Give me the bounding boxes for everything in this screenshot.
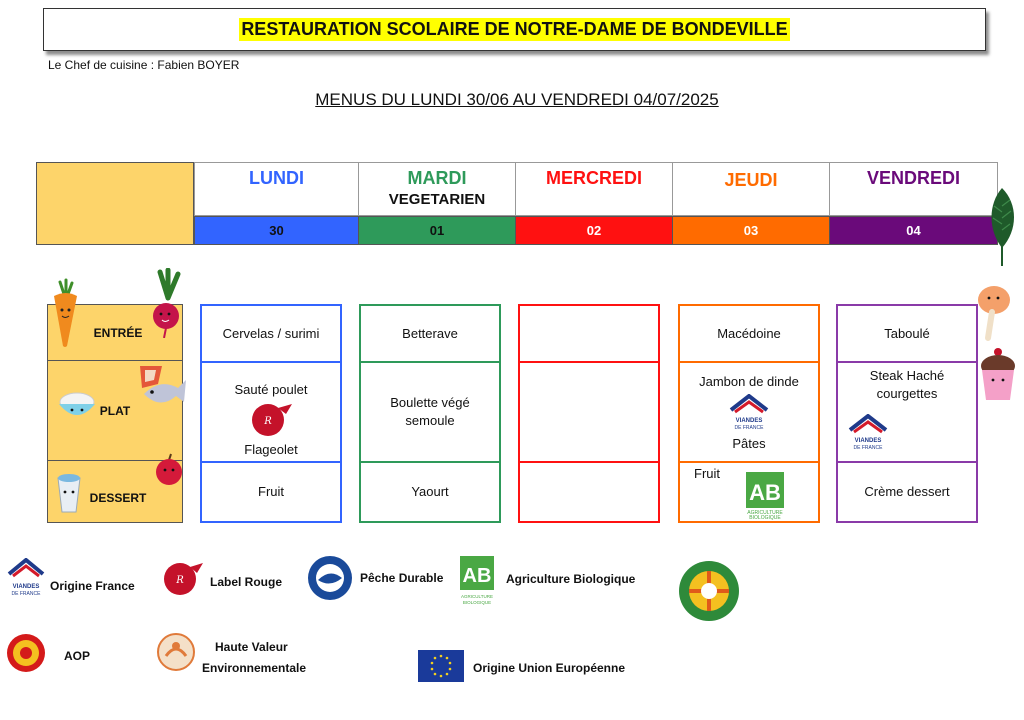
peche-durable-logo [306, 554, 354, 602]
day-name [829, 162, 998, 216]
dish-text: Fruit [258, 484, 284, 500]
menu-plat [680, 363, 818, 461]
svg-text:R: R [264, 416, 272, 427]
svg-text:VIANDES: VIANDES [12, 584, 40, 590]
chef-name: Le Chef de cuisine : Fabien BOYER [48, 58, 240, 72]
dish-text: Taboulé [884, 326, 930, 342]
day-name-text: JEUDI [724, 170, 778, 190]
menu-vendredi [836, 304, 978, 523]
menu-dessert [361, 463, 499, 521]
dish-text: Steak Haché courgettes [869, 368, 945, 401]
svg-text:VIANDES: VIANDES [854, 438, 882, 444]
radish-icon [150, 268, 186, 338]
menu-entree [838, 306, 976, 362]
dish-text: Fruit [694, 466, 720, 481]
viandes-de-france-logo [6, 558, 46, 600]
menu-dessert [838, 463, 976, 521]
dish-text: Sauté poulet [234, 382, 308, 397]
title-box [43, 8, 986, 51]
day-header-vendredi [829, 162, 998, 245]
svg-text:AB: AB [749, 480, 781, 505]
menu-entree [680, 306, 818, 362]
row-divider [520, 361, 658, 363]
apple-icon [152, 452, 186, 486]
svg-text:AB: AB [462, 565, 492, 587]
dish-text: Macédoine [717, 326, 781, 342]
label-rouge-logo [160, 560, 204, 598]
svg-text:DE FRANCE: DE FRANCE [11, 591, 41, 597]
drumstick-icon [974, 282, 1014, 342]
legend-agri-bio: Agriculture Biologique [506, 572, 636, 586]
viandes-de-france-logo [846, 414, 890, 454]
day-name-text: LUNDI [249, 168, 304, 188]
fish-icon [138, 372, 188, 414]
svg-text:BIOLOGIQUE: BIOLOGIQUE [749, 515, 781, 520]
day-header-mercredi [515, 162, 672, 245]
header-corner [36, 162, 194, 245]
day-name-text: VENDREDI [866, 168, 960, 188]
row-divider [520, 461, 658, 463]
svg-text:VIANDES: VIANDES [735, 418, 763, 424]
menu-plat [361, 363, 499, 461]
legend-origine-ue: Origine Union Européenne [473, 661, 626, 675]
dish-text: Betterave [402, 326, 458, 342]
svg-text:DE FRANCE: DE FRANCE [734, 425, 764, 431]
menu-plat [202, 363, 340, 461]
day-name-text: MERCREDI [545, 168, 642, 188]
day-header-lundi [194, 162, 358, 245]
svg-text:R: R [176, 575, 184, 586]
page-title: RESTAURATION SCOLAIRE DE NOTRE-DAME DE BONDEVILLE [241, 19, 788, 39]
legend-origine-france: Origine France [50, 579, 135, 593]
day-number: 03 [672, 216, 829, 245]
agriculture-biologique-logo [458, 554, 496, 606]
legend-label-rouge: Label Rouge [210, 575, 283, 589]
day-name [515, 162, 672, 216]
svg-text:BIOLOGIQUE: BIOLOGIQUE [462, 600, 492, 605]
dish-text: Yaourt [411, 484, 449, 500]
agriculture-biologique-logo [744, 470, 786, 520]
dish-text: Pâtes [732, 436, 766, 452]
legend-hve-line2: Environnementale [202, 661, 307, 675]
day-header-mardi [358, 162, 515, 245]
day-number: 30 [194, 216, 358, 245]
day-name-text: MARDI [407, 168, 467, 188]
day-name [194, 162, 358, 216]
menu-lundi [200, 304, 342, 523]
menu-entree [361, 306, 499, 362]
menu-entree [202, 306, 340, 362]
rice-bowl-icon [56, 390, 98, 422]
dish-text: Cervelas / surimi [222, 326, 320, 342]
aop-logo [6, 630, 46, 676]
legend-hve-line1: Haute Valeur [215, 640, 288, 654]
label-rouge-logo [248, 402, 294, 438]
carrot-icon [50, 278, 80, 348]
day-header-jeudi [672, 162, 829, 245]
day-number: 01 [358, 216, 515, 245]
viandes-de-france-logo [727, 394, 771, 432]
cupcake-icon [978, 346, 1018, 402]
course-label: PLAT [99, 403, 131, 418]
yogurt-icon [54, 468, 84, 514]
dish-text: Boulette végé semoule [390, 395, 470, 428]
day-name [672, 162, 829, 216]
agrilocal-logo [678, 560, 740, 622]
day-number: 02 [515, 216, 672, 245]
menu-dessert [202, 463, 340, 521]
svg-text:DE FRANCE: DE FRANCE [853, 445, 883, 451]
eu-flag-icon [418, 650, 464, 682]
dish-text: Jambon de dinde [699, 374, 799, 389]
menu-mardi [359, 304, 501, 523]
legend-aop: AOP [64, 649, 91, 663]
menu-mercredi [518, 304, 660, 523]
legend-peche-durable: Pêche Durable [360, 571, 444, 585]
day-number: 04 [829, 216, 998, 245]
dish-text: Flageolet [244, 442, 298, 458]
menu-jeudi [678, 304, 820, 523]
svg-text:AGRICULTURE: AGRICULTURE [461, 594, 493, 599]
day-name [358, 162, 515, 216]
leaf-icon [984, 186, 1020, 268]
day-subtitle: VEGETARIEN [388, 191, 486, 208]
svg-text:AGRICULTURE: AGRICULTURE [747, 510, 783, 516]
dish-text: Crème dessert [864, 484, 950, 500]
menu-period-title: MENUS DU LUNDI 30/06 AU VENDREDI 04/07/2025 [315, 90, 719, 109]
hve-logo [156, 630, 196, 676]
course-label: DESSERT [89, 490, 147, 505]
course-label: ENTRÉE [93, 325, 143, 340]
